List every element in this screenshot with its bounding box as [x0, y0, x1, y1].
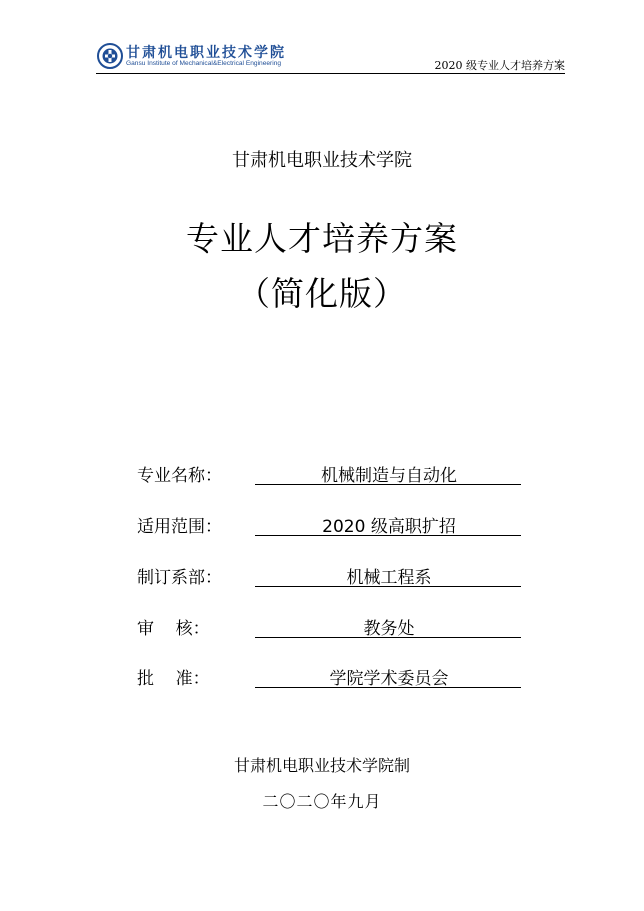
- field-major: [137, 461, 521, 491]
- field-underline: [255, 586, 521, 587]
- document-title: 专业人才培养方案: [186, 219, 458, 258]
- institution-name: 甘肃机电职业技术学院: [232, 150, 412, 171]
- institution-logo: [96, 40, 306, 72]
- field-label: 适用范围：: [137, 517, 222, 537]
- page-header: [96, 40, 565, 76]
- field-label: 审 核：: [137, 619, 210, 639]
- field-label: 专业名称：: [137, 466, 222, 486]
- footer-organization: 甘肃机电职业技术学院制: [233, 756, 410, 775]
- field-label: 批 准：: [137, 669, 210, 689]
- field-label: 制订系部：: [137, 568, 222, 588]
- field-value: 教务处: [363, 619, 415, 639]
- field-department: [137, 563, 521, 593]
- logo-chinese-name: 甘肃机电职业技术学院: [126, 45, 286, 61]
- field-value: 机械制造与自动化: [321, 466, 457, 486]
- field-underline: [255, 687, 521, 688]
- field-value: 学院学术委员会: [329, 669, 449, 689]
- field-value: 2020 级高职扩招: [322, 517, 456, 537]
- field-scope: [137, 512, 521, 542]
- header-divider: [96, 73, 565, 74]
- footer-date: 二〇二〇年九月: [262, 792, 382, 811]
- field-underline: [255, 535, 521, 536]
- emblem-icon: [97, 43, 123, 69]
- field-review: [137, 614, 521, 644]
- field-approval: [137, 664, 521, 694]
- field-underline: [255, 484, 521, 485]
- field-underline: [255, 637, 521, 638]
- document-subtitle: （简化版）: [237, 274, 407, 313]
- field-value: 机械工程系: [346, 568, 432, 588]
- logo-english-name: Gansu Institute of Mechanical&Electrical Engineering: [126, 60, 282, 67]
- header-doc-label: 2020 级专业人才培养方案: [434, 59, 565, 72]
